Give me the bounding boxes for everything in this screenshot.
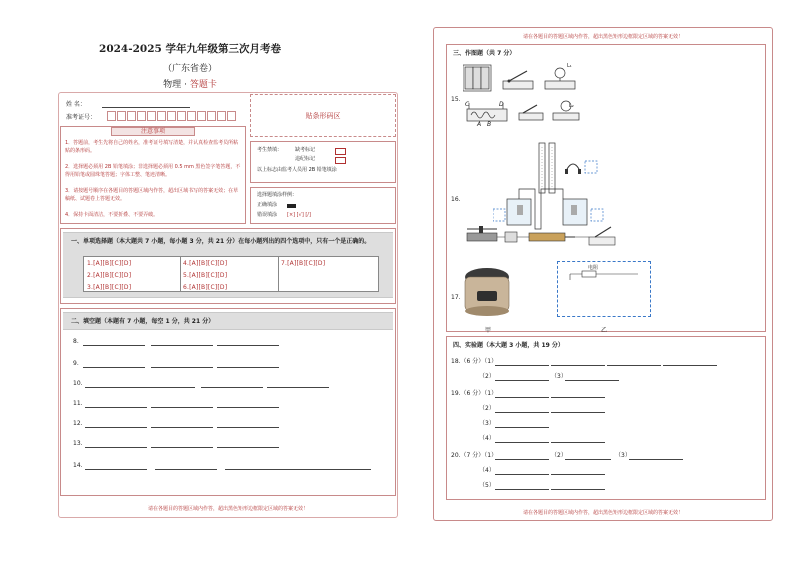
cooker-label-jia: 甲 bbox=[485, 327, 492, 334]
q19-2-blank-2[interactable] bbox=[551, 412, 605, 413]
q20-5-blank-1[interactable] bbox=[495, 489, 549, 490]
notice-title: 注意事项 bbox=[111, 127, 195, 136]
q15-label: 15. bbox=[451, 96, 461, 103]
q19-2-blank-1[interactable] bbox=[495, 412, 549, 413]
experiment-section bbox=[446, 336, 766, 500]
q18-2-label: （2） bbox=[479, 373, 495, 380]
notice-item-2: 2．选择题必须用 2B 铅笔填涂；非选择题必须用 0.5 mm 黑色签字笔答题，不得用铅笔或圆珠笔答题；字体工整、笔迹清晰。 bbox=[65, 164, 241, 178]
q20-5-blank-2[interactable] bbox=[551, 489, 605, 490]
barcode-label: 贴条形码区 bbox=[305, 112, 341, 120]
absent-label: 缺考标记 bbox=[295, 147, 316, 153]
thermometer-figure bbox=[539, 143, 555, 193]
q18-2-blank-1[interactable] bbox=[495, 380, 549, 381]
bulb-figure bbox=[545, 68, 575, 89]
q19-1-blank-1[interactable] bbox=[495, 397, 549, 398]
q19-1-blank-2[interactable] bbox=[551, 397, 605, 398]
q19-3-blank-1[interactable] bbox=[495, 427, 549, 428]
subject-label: 物理 bbox=[163, 80, 182, 90]
q10-label: 10. bbox=[73, 380, 83, 387]
q19-1-label: 19.（6 分）（1） bbox=[451, 390, 498, 397]
q16-label: 16. bbox=[451, 196, 461, 203]
notice-item-3: 3．请按题号顺序在各题目的答题区域内作答，超出区域书写的答案无效；在草稿纸、试题卷上答题无效。 bbox=[65, 188, 239, 202]
q20-4-blank-2[interactable] bbox=[551, 474, 605, 475]
q19-3-label: （3） bbox=[479, 420, 495, 427]
coil-label-a: A bbox=[477, 121, 482, 128]
switch-figure bbox=[503, 71, 533, 89]
q18-1-blank-1[interactable] bbox=[495, 365, 549, 366]
q19-4-blank-2[interactable] bbox=[551, 442, 605, 443]
wrong-fill-marks: [×] [√] [/] bbox=[287, 212, 311, 218]
rice-cooker-figure bbox=[463, 263, 511, 321]
choice-7[interactable]: 7.[A][B][C][D] bbox=[281, 260, 326, 267]
dashed-answer-box-2 bbox=[493, 209, 505, 221]
q20-2-inline-label: （2） bbox=[551, 452, 567, 459]
switch-figure-2 bbox=[519, 105, 543, 120]
q18-1-label: 18.（6 分）（1） bbox=[451, 358, 498, 365]
q9-label: 9. bbox=[73, 360, 79, 367]
q20-1-label: 20.（7 分）（1） bbox=[451, 452, 498, 459]
battery-figure bbox=[463, 65, 491, 91]
wrong-fill-label: 错误填涂 bbox=[257, 212, 278, 218]
q20-4-blank-1[interactable] bbox=[495, 474, 549, 475]
q18-1-blank-2[interactable] bbox=[551, 365, 605, 366]
q20-5-label: （5） bbox=[479, 482, 495, 489]
q13-label: 13. bbox=[73, 440, 83, 447]
q18-3-blank-1[interactable] bbox=[565, 380, 619, 381]
bulb-label-l2: L₂ bbox=[569, 103, 574, 109]
choice-3[interactable]: 3.[A][B][C][D] bbox=[87, 284, 132, 291]
q14-label: 14. bbox=[73, 462, 83, 469]
marks-note: 以上标志由监考人员用 2B 铅笔填涂 bbox=[257, 167, 337, 173]
coil-label-c: C bbox=[465, 101, 470, 108]
single-choice-title: 一、单项选择题（本大题共 7 小题，每小题 3 分，共 21 分）在每小题列出的四个选项中，只有一个是正确的。 bbox=[71, 238, 371, 245]
circuit-label-yi: 乙 bbox=[601, 327, 608, 334]
fill-example-title: 选择题填涂样例： bbox=[257, 192, 298, 198]
circuit-heater-label: 电阻 bbox=[588, 265, 599, 271]
q12-label: 12. bbox=[73, 420, 83, 427]
coil-label-b: B bbox=[487, 121, 492, 128]
q19-2-label: （2） bbox=[479, 405, 495, 412]
solenoid-figure bbox=[529, 233, 575, 241]
q20-3-inline-label: （3） bbox=[615, 452, 631, 459]
rheostat-figure bbox=[467, 226, 497, 241]
right-header-warning: 请在各题目的答题区域内作答，超出黑色矩形边框限定区域的答案无效！ bbox=[522, 34, 683, 40]
fill-blank-title: 二、填空题（本题有 7 小题，每空 1 分，共 21 分） bbox=[71, 318, 215, 325]
right-footer-warning: 请在各题目的答题区域内作答，超出黑色矩形边框限定区域的答案无效！ bbox=[522, 510, 683, 516]
experiment-title: 四、实验题（本大题 3 小题，共 19 分） bbox=[453, 342, 564, 349]
q17-label: 17. bbox=[451, 294, 461, 301]
drawing-section bbox=[446, 44, 766, 332]
correct-fill-label: 正确填涂 bbox=[257, 202, 278, 208]
q18-1-blank-3[interactable] bbox=[607, 365, 661, 366]
id-label: 准考证号： bbox=[66, 114, 97, 121]
choice-1[interactable]: 1.[A][B][C][D] bbox=[87, 260, 132, 267]
notice-item-1: 1．答题前，考生先将自己的姓名，准考证号填写清楚，并认真检查监考员所粘贴的条形码。 bbox=[65, 140, 239, 154]
q19-4-label: （4） bbox=[479, 435, 495, 442]
q19-4-blank-1[interactable] bbox=[495, 442, 549, 443]
dashed-answer-box-1 bbox=[585, 161, 597, 173]
name-label: 姓 名： bbox=[66, 101, 86, 108]
q18-1-blank-4[interactable] bbox=[663, 365, 717, 366]
sheet-type-label: 答题卡 bbox=[189, 80, 217, 90]
candidate-marks-title: 考生禁填： bbox=[257, 147, 283, 153]
left-page-frame bbox=[58, 92, 398, 518]
q20-4-label: （4） bbox=[479, 467, 495, 474]
choice-2[interactable]: 2.[A][B][C][D] bbox=[87, 272, 132, 279]
q20-3-blank-1[interactable] bbox=[629, 459, 683, 460]
q11-label: 11. bbox=[73, 400, 83, 407]
left-footer-warning: 请在各题目的答题区域内作答，超出黑色矩形边框限定区域的答案无效！ bbox=[147, 506, 308, 512]
battery-figure-2 bbox=[505, 232, 517, 242]
subject-line bbox=[80, 77, 300, 90]
choice-6[interactable]: 6.[A][B][C][D] bbox=[183, 284, 228, 291]
q17-circuit-sketch bbox=[558, 262, 650, 316]
dashed-answer-box-3 bbox=[591, 209, 603, 221]
q18-3-label: （3） bbox=[551, 373, 567, 380]
circuit-figure bbox=[465, 223, 625, 253]
notice-item-4: 4．保持卡面清洁，不要折叠、不要弄破。 bbox=[65, 212, 159, 218]
subject-dot: · bbox=[184, 80, 187, 90]
choice-5[interactable]: 5.[A][B][C][D] bbox=[183, 272, 228, 279]
q20-1-blank-1[interactable] bbox=[495, 459, 549, 460]
headphones-icon bbox=[565, 164, 581, 174]
drawing-title: 三、作图题（共 7 分） bbox=[453, 50, 516, 57]
exam-title: 2024-2025 学年九年级第三次月考卷 bbox=[99, 43, 281, 55]
q17-circuit-area[interactable] bbox=[557, 261, 651, 317]
bulb-figure-2 bbox=[553, 101, 579, 120]
region-label: （广东省卷） bbox=[162, 64, 217, 74]
q20-2-blank-1[interactable] bbox=[565, 459, 611, 460]
choice-4[interactable]: 4.[A][B][C][D] bbox=[183, 260, 228, 267]
violation-label: 违纪标记 bbox=[295, 156, 316, 162]
q15-figures bbox=[463, 59, 603, 133]
coil-label-d: D bbox=[499, 101, 504, 108]
bulb-label-l1: L₁ bbox=[567, 63, 572, 69]
switch-figure-3 bbox=[589, 227, 615, 245]
q8-label: 8. bbox=[73, 338, 79, 345]
